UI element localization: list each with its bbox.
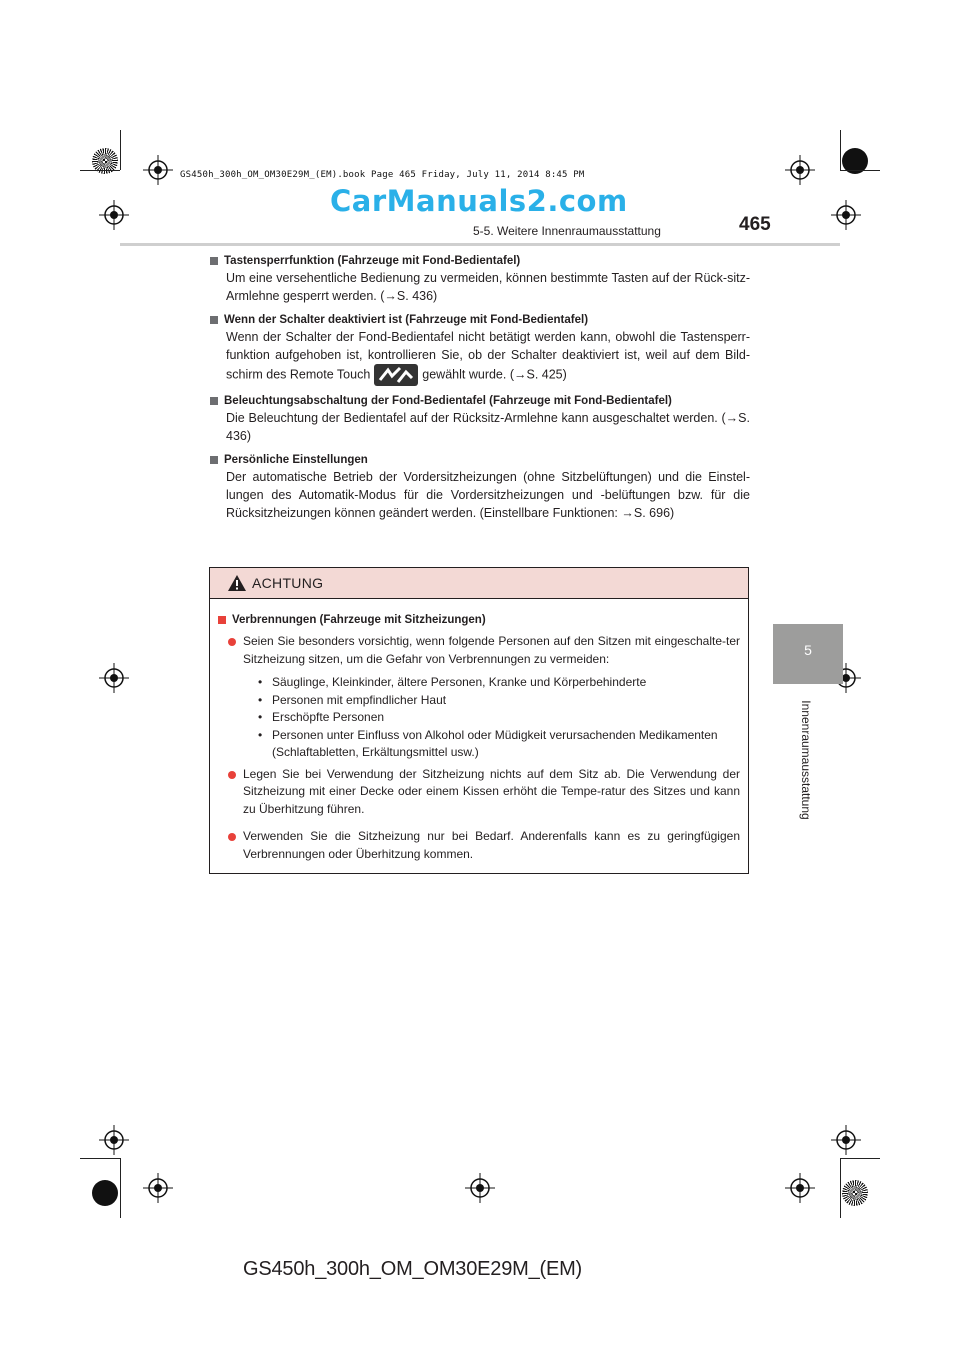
item-body: Der automatische Betrieb der Vordersitzheizungen (ohne Sitzbelüftungen) und die Einstel-lungen des Automatik-Modus für die Vordersitzheizungen und -belüftungen bzw. für die Rücksitzheizungen können geändert werden. (Einstellbare Funktionen: →S. 696) <box>226 470 750 520</box>
main-content <box>210 253 750 529</box>
info-item <box>210 452 750 522</box>
watermark-text: CarManuals2.com <box>330 184 628 218</box>
crosshair-mark-icon <box>465 1173 495 1203</box>
crosshair-mark-icon <box>785 155 815 185</box>
warning-triangle-icon <box>228 575 246 591</box>
warning-box <box>209 567 749 874</box>
print-registration-dot <box>92 1180 118 1206</box>
chapter-label-text: Innenraumausstattung <box>799 700 813 820</box>
round-bullet-icon <box>228 771 236 779</box>
warning-title: ACHTUNG <box>252 575 324 591</box>
square-bullet-icon <box>210 316 218 324</box>
warning-heading: Verbrennungen (Fahrzeuge mit Sitzheizungen) <box>218 611 740 629</box>
item-heading: Persönliche Einstellungen <box>210 452 750 468</box>
warning-sub-list <box>218 674 740 762</box>
list-item: • Personen unter Einfluss von Alkohol oder Müdigkeit verursachenden Medikamenten (Schlaftabletten, Erkältungsmittel usw.) <box>258 727 718 759</box>
info-item <box>210 253 750 305</box>
round-bullet-icon <box>228 833 236 841</box>
rear-control-icon <box>374 364 418 386</box>
crosshair-mark-icon <box>99 1125 129 1155</box>
print-registration-burst <box>842 1180 868 1206</box>
warning-body <box>210 599 748 863</box>
footer-code: GS450h_300h_OM_OM30E29M_(EM) <box>243 1258 583 1280</box>
list-item: • Säuglinge, Kleinkinder, ältere Personen, Kranke und Körperbehinderte <box>258 675 647 689</box>
warning-bullet: Seien Sie besonders vorsichtig, wenn folgende Personen auf den Sitzen mit eingeschalte-ter Sitzheizung sitzen, um die Gefahr von Verbrennungen zu vermeiden: <box>218 633 740 668</box>
round-bullet-icon <box>228 638 236 646</box>
crosshair-mark-icon <box>143 155 173 185</box>
item-body: Wenn der Schalter der Fond-Bedientafel nicht betätigt werden kann, obwohl die Tastensperr-funktion aufgehoben ist, kontrollieren Sie, ob der Schalter deaktiviert ist, weil auf dem Bild-schirm des Remote Touch gewählt wurde. (→S. 425) <box>210 328 750 386</box>
page-number: 465 <box>739 214 771 235</box>
crosshair-mark-icon <box>831 200 861 230</box>
crosshair-mark-icon <box>99 200 129 230</box>
crop-line <box>80 1158 120 1159</box>
chapter-number: 5 <box>804 642 812 658</box>
header-rule <box>120 243 840 246</box>
list-item: • Personen mit empfindlicher Haut <box>258 692 447 707</box>
warning-bullet: Legen Sie bei Verwendung der Sitzheizung nichts auf dem Sitz ab. Die Verwendung der Sitzheizung mit einer Decke oder einem Kissen erhöht die Tempe-ratur des Sitzes und kann zu Überhitzung führen. <box>218 766 740 819</box>
crop-line <box>120 1158 121 1218</box>
crosshair-mark-icon <box>143 1173 173 1203</box>
warning-header <box>210 568 748 599</box>
book-file-info: GS450h_300h_OM_OM30E29M_(EM).book Page 465 Friday, July 11, 2014 8:45 PM <box>180 170 585 180</box>
square-bullet-icon <box>210 257 218 265</box>
crop-line <box>840 1158 841 1218</box>
item-heading: Wenn der Schalter deaktiviert ist (Fahrzeuge mit Fond-Bedientafel) <box>210 312 750 328</box>
chapter-label <box>796 690 816 830</box>
chapter-tab <box>773 624 843 684</box>
item-heading: Beleuchtungsabschaltung der Fond-Bedientafel (Fahrzeuge mit Fond-Bedientafel) <box>210 393 750 409</box>
item-body: Um eine versehentliche Bedienung zu vermeiden, können bestimmte Tasten auf der Rück-sitz-Armlehne gesperrt werden. (→S. 436) <box>226 271 750 303</box>
item-body: Die Beleuchtung der Bedientafel auf der Rücksitz-Armlehne kann ausgeschaltet werden. (→S. 436) <box>226 411 750 443</box>
square-bullet-icon <box>210 397 218 405</box>
crop-line <box>840 1158 880 1159</box>
warning-bullet: Verwenden Sie die Sitzheizung nur bei Bedarf. Anderenfalls kann es zu geringfügigen Verbrennungen oder Überhitzung kommen. <box>218 828 740 863</box>
info-item <box>210 393 750 445</box>
list-item: • Erschöpfte Personen <box>258 710 385 724</box>
square-bullet-icon <box>218 616 226 624</box>
crop-line <box>840 170 880 171</box>
crop-line <box>840 130 841 170</box>
info-item <box>210 312 750 386</box>
item-heading: Tastensperrfunktion (Fahrzeuge mit Fond-Bedientafel) <box>210 253 750 269</box>
crosshair-mark-icon <box>785 1173 815 1203</box>
crop-line <box>80 170 120 171</box>
crosshair-mark-icon <box>99 663 129 693</box>
crosshair-mark-icon <box>831 1125 861 1155</box>
square-bullet-icon <box>210 456 218 464</box>
crop-line <box>120 130 121 170</box>
section-title: 5-5. Weitere Innenraumausstattung <box>473 224 661 238</box>
